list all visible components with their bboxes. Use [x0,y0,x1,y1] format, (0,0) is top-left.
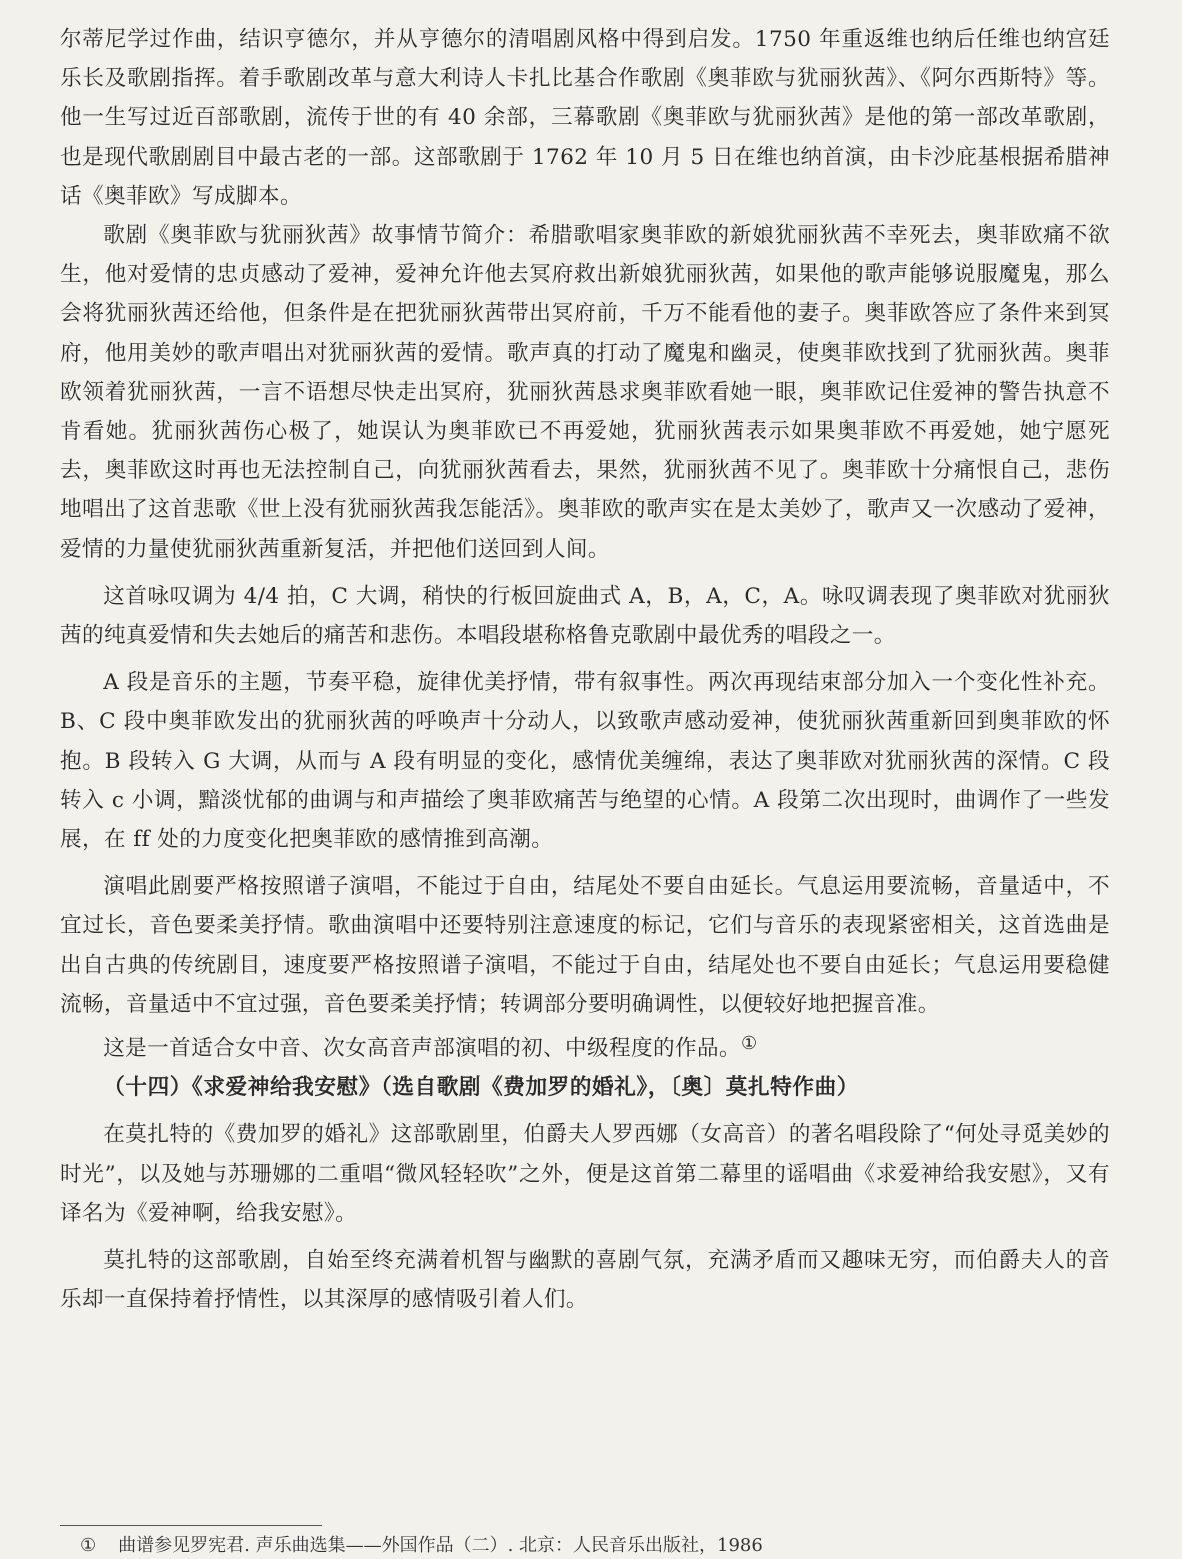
body-text [60,20,1110,1320]
paragraph-mozart-intro: 在莫扎特的《费加罗的婚礼》这部歌剧里，伯爵夫人罗西娜（女高音）的著名唱段除了“何处寻觅美妙的时光”，以及她与苏珊娜的二重唱“微风轻轻吹”之外，便是这首第二幕里的谣唱曲《求爱神给我安慰》，又有译名为《爱神啊，给我安慰》。 [60,1122,1110,1226]
footnote [80,1533,1100,1559]
footnote-divider [60,1525,322,1526]
paragraph-mozart-character: 莫扎特的这部歌剧，自始至终充满着机智与幽默的喜剧气氛，充满矛盾而又趣味无穷，而伯爵夫人的音乐却一直保持着抒情性，以其深厚的感情吸引着人们。 [60,1248,1110,1313]
paragraph-plot-summary: 歌剧《奥菲欧与犹丽狄茜》故事情节简介：希腊歌唱家奥菲欧的新娘犹丽狄茜不幸死去，奥菲欧痛不欲生，他对爱情的忠贞感动了爱神，爱神允许他去冥府救出新娘犹丽狄茜，如果他的歌声能够说服魔鬼，那么会将犹丽狄茜还给他，但条件是在把犹丽狄茜带出冥府前，千万不能看他的妻子。奥菲欧答应了条件来到冥府，他用美妙的歌声唱出对犹丽狄茜的爱情。歌声真的打动了魔鬼和幽灵，使奥菲欧找到了犹丽狄茜。奥菲欧领着犹丽狄茜，一言不语想尽快走出冥府，犹丽狄茜恳求奥菲欧看她一眼，奥菲欧记住爱神的警告执意不肯看她。犹丽狄茜伤心极了，她误认为奥菲欧已不再爱她，犹丽狄茜表示如果奥菲欧不再爱她，她宁愿死去，奥菲欧这时再也无法控制自己，向犹丽狄茜看去，果然，犹丽狄茜不见了。奥菲欧十分痛恨自己，悲伤地唱出了这首悲歌《世上没有犹丽狄茜我怎能活》。奥菲欧的歌声实在是太美妙了，歌声又一次感动了爱神，爱情的力量使犹丽狄茜重新复活，并把他们送回到人间。 [60,223,1110,562]
footnote-text: 曲谱参见罗宪君. 声乐曲选集——外国作品（二）. 北京：人民音乐出版社，1986 [118,1535,763,1556]
paragraph-aria-form: 这首咏叹调为 4/4 拍，C 大调，稍快的行板回旋曲式 A，B，A，C，A。咏叹调表现了奥菲欧对犹丽狄茜的纯真爱情和失去她后的痛苦和悲伤。本唱段堪称格鲁克歌剧中最优秀的唱段之一。 [60,583,1110,649]
footnote-number: ① [80,1535,97,1556]
paragraph-suitability [60,1024,1110,1068]
suitability-text: 这是一首适合女中音、次女高音声部演唱的初、中级程度的作品。 [103,1036,742,1062]
paragraph-performance-notes: 演唱此剧要严格按照谱子演唱，不能过于自由，结尾处不要自由延长。气息运用要流畅，音量适中，不宜过长，音色要柔美抒情。歌曲演唱中还要特别注意速度的标记，它们与音乐的表现紧密相关，这首选曲是出自古典的传统剧目，速度要严格按照谱子演唱，不能过于自由，结尾处也不要自由延长；气息运用要稳健流畅，音量适中不宜过强，音色要柔美抒情；转调部分要明确调性，以便较好地把握音准。 [60,874,1110,1017]
paragraph-section-analysis: A 段是音乐的主题，节奏平稳，旋律优美抒情，带有叙事性。两次再现结束部分加入一个变化性补充。B、C 段中奥菲欧发出的犹丽狄茜的呼唤声十分动人，以致歌声感动爱神，使犹丽狄茜重新回到奥菲欧的怀抱。B 段转入 G 大调，从而与 A 段有明显的变化，感情优美缠绵，表达了奥菲欧对犹丽狄茜的深情。C 段转入 c 小调，黯淡忧郁的曲调与和声描绘了奥菲欧痛苦与绝望的心情。A 段第二次出现时，曲调作了一些发展，在 ff 处的力度变化把奥菲欧的感情推到高潮。 [60,670,1110,853]
paragraph-continuation: 尔蒂尼学过作曲，结识亨德尔，并从亨德尔的清唱剧风格中得到启发。1750 年重返维也纳后任维也纳宫廷乐长及歌剧指挥。着手歌剧改革与意大利诗人卡扎比基合作歌剧《奥菲欧与犹丽狄茜》、《阿尔西斯特》等。他一生写过近百部歌剧，流传于世的有 40 余部，三幕歌剧《奥菲欧与犹丽狄茜》是他的第一部改革歌剧，也是现代歌剧剧目中最古老的一部。这部歌剧于 1762 年 10 月 5 日在维也纳首演，由卡沙庇基根据希腊神话《奥菲欧》写成脚本。 [60,27,1110,209]
section-heading: （十四）《求爱神给我安慰》（选自歌剧《费加罗的婚礼》，〔奥〕莫扎特作曲） [103,1075,859,1101]
footnote-reference-mark: ① [741,1033,758,1055]
